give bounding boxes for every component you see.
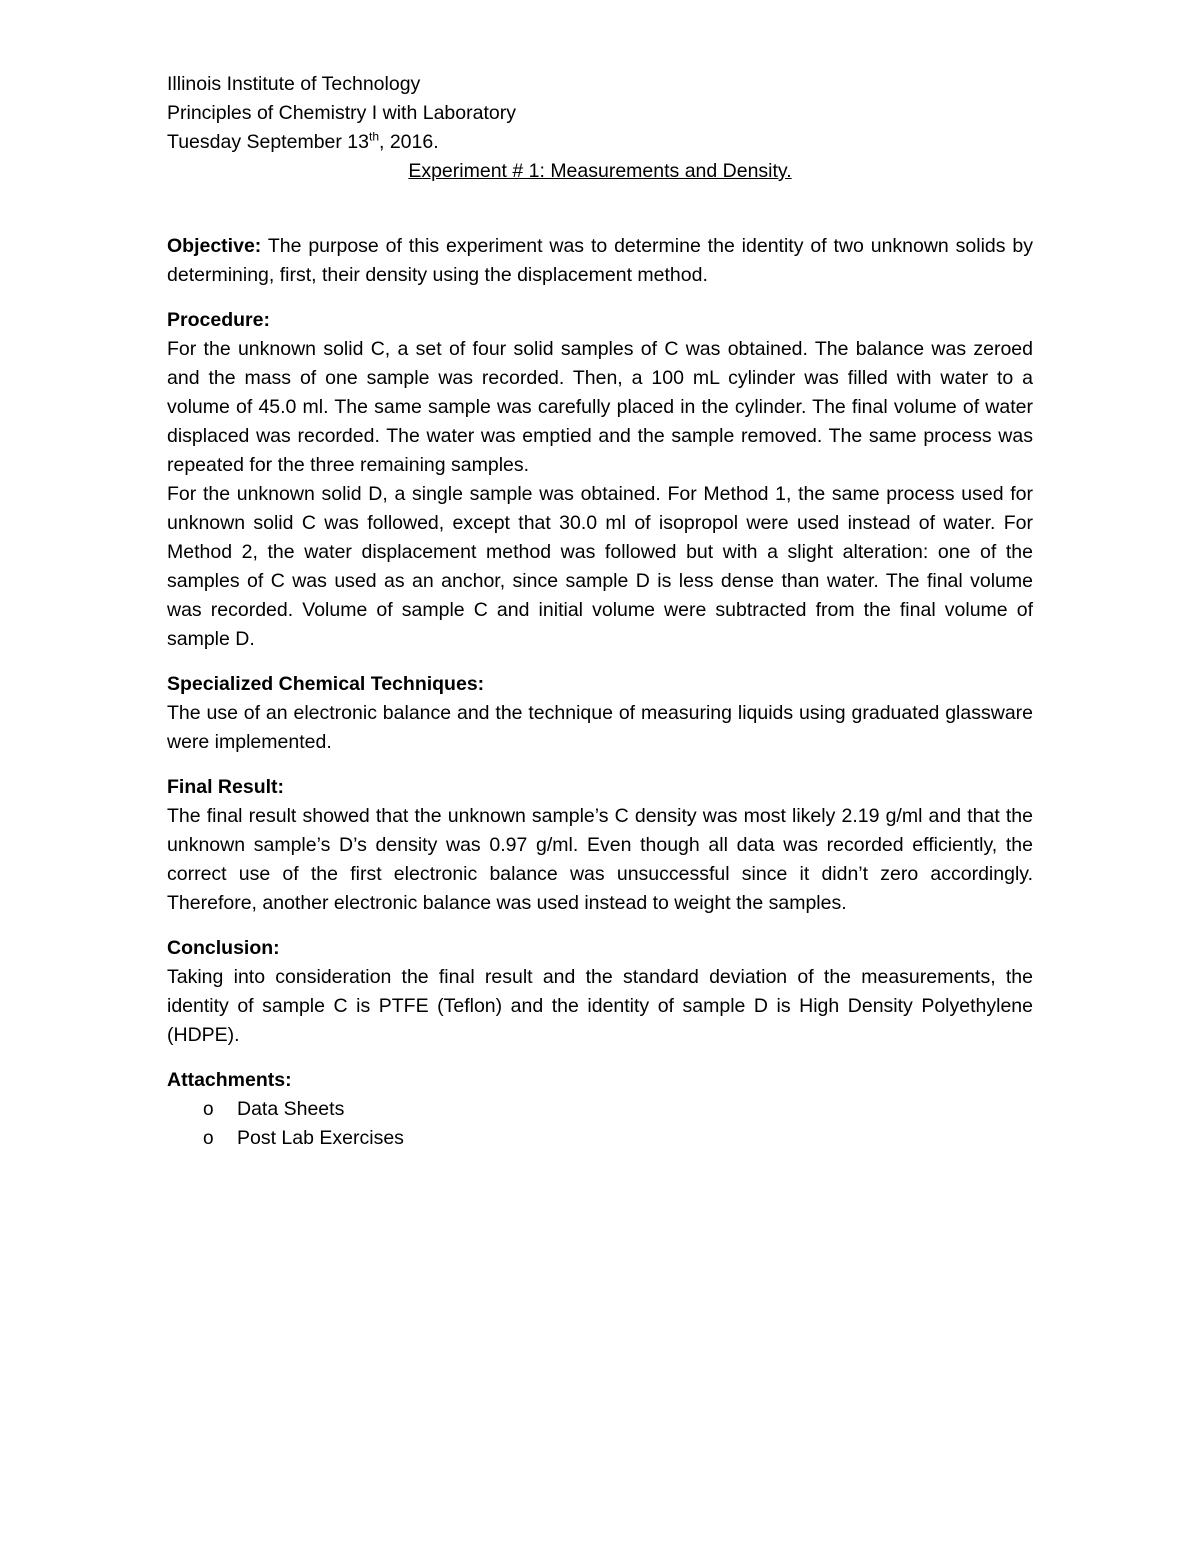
spacer [167, 654, 1033, 670]
techniques-heading: Specialized Chemical Techniques: [167, 673, 485, 695]
conclusion-paragraph: Taking into consideration the final result and the standard deviation of the measurements, the identity of sample C is PTFE (Teflon) and the identity of sample D is High Density Polyethylene (HDPE). [167, 966, 1033, 1046]
spacer [167, 757, 1033, 773]
list-item [203, 1095, 1033, 1124]
procedure-paragraph-1: For the unknown solid C, a set of four solid samples of C was obtained. The balance was zeroed and the mass of one sample was recorded. Then, a 100 mL cylinder was filled with water to a volume of 45.0 ml. The same sample was carefully placed in the cylinder. The final volume of water displaced was recorded. The water was emptied and the sample removed. The same process was repeated for the three remaining samples. [167, 338, 1033, 476]
date-suffix: , 2016. [379, 131, 439, 153]
attachment-data-sheets: Data Sheets [237, 1098, 345, 1120]
institution-name: Illinois Institute of Technology [167, 73, 421, 95]
spacer [167, 290, 1033, 306]
date-prefix: Tuesday September 13 [167, 131, 369, 153]
hollow-bullet-icon: o [203, 1099, 214, 1120]
attachments-heading: Attachments: [167, 1069, 292, 1091]
spacer [167, 1050, 1033, 1066]
document-page [167, 70, 1033, 1153]
objective-paragraph [167, 232, 1033, 290]
list-item [203, 1124, 1033, 1153]
objective-label: Objective: [167, 235, 262, 257]
objective-text: The purpose of this experiment was to determine the identity of two unknown solids by determining, first, their density using the displacement method. [167, 235, 1033, 286]
conclusion-heading: Conclusion: [167, 937, 280, 959]
spacer [167, 186, 1033, 232]
hollow-bullet-icon: o [203, 1128, 214, 1149]
attachment-post-lab-exercises: Post Lab Exercises [237, 1127, 404, 1149]
spacer [167, 918, 1033, 934]
date-ordinal: th [368, 129, 379, 144]
procedure-heading: Procedure: [167, 309, 270, 331]
final-result-paragraph: The final result showed that the unknown sample’s C density was most likely 2.19 g/ml and that the unknown sample’s D’s density was 0.97 g/ml. Even though all data was recorded efficiently, the correct use of the first electronic balance was unsuccessful since it didn’t zero accordingly. Therefore, another electronic balance was used instead to weight the samples. [167, 805, 1033, 914]
experiment-title: Experiment # 1: Measurements and Density. [408, 160, 792, 182]
report-date [167, 128, 1033, 157]
techniques-paragraph: The use of an electronic balance and the technique of measuring liquids using graduated glassware were implemented. [167, 702, 1033, 753]
course-name: Principles of Chemistry I with Laboratory [167, 102, 516, 124]
final-result-heading: Final Result: [167, 776, 285, 798]
procedure-paragraph-2: For the unknown solid D, a single sample was obtained. For Method 1, the same process used for unknown solid C was followed, except that 30.0 ml of isopropol were used instead of water. For Method 2, the water displacement method was followed but with a slight alteration: one of the samples of C was used as an anchor, since sample D is less dense than water. The final volume was recorded. Volume of sample C and initial volume were subtracted from the final volume of sample D. [167, 483, 1033, 650]
attachments-list [167, 1095, 1033, 1153]
